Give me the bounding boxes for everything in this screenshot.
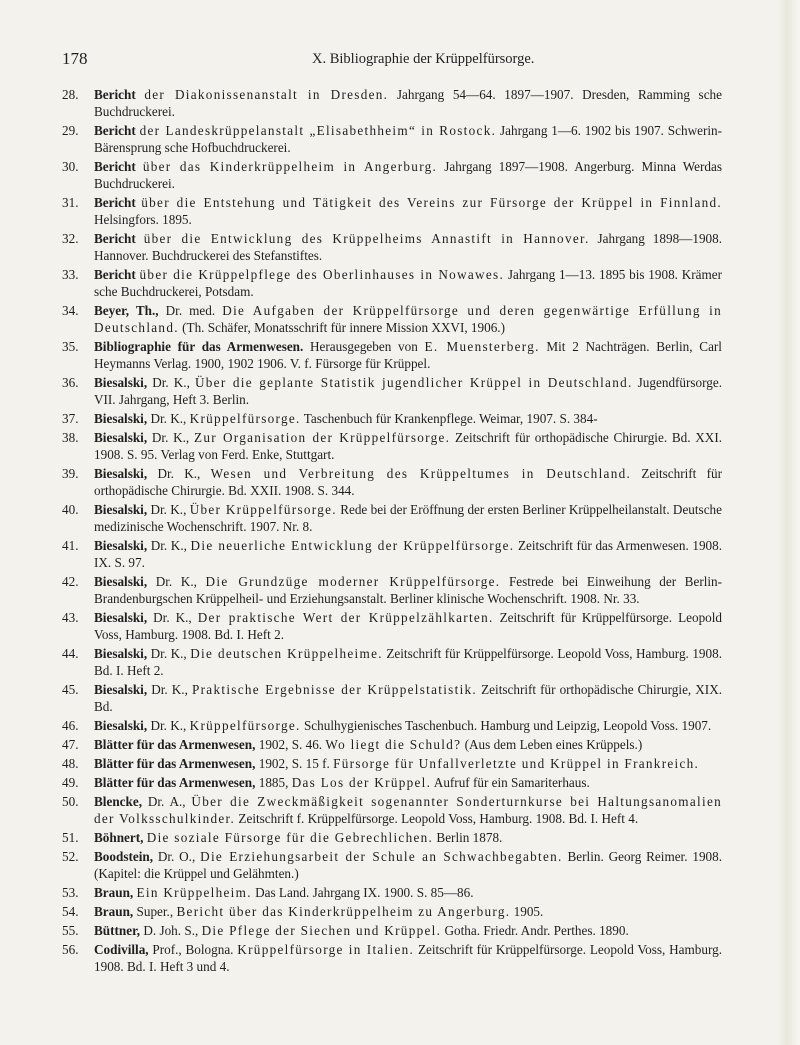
bibliography-entry [62, 194, 722, 228]
entry-author: Biesalski, [94, 574, 148, 589]
entry-number: 48. [62, 756, 79, 771]
bibliography-entry [62, 681, 722, 715]
entry-number: 43. [62, 610, 79, 625]
bibliography-entry [62, 465, 722, 499]
bibliography-entry [62, 941, 722, 975]
bibliography-entry [62, 122, 722, 156]
entry-author: Bericht [94, 123, 136, 138]
entry-author: Böhnert, [94, 830, 144, 845]
entry-title: der Diakonissenanstalt in Dresden. [144, 87, 389, 102]
bibliography-entry [62, 829, 722, 846]
entry-author: Biesalski, [94, 610, 148, 625]
bibliography-entry [62, 903, 722, 920]
entry-author: Biesalski, [94, 538, 148, 553]
bibliography-entry [62, 609, 722, 643]
entry-author: Biesalski, [94, 646, 148, 661]
entry-author-detail: 1885, [258, 775, 289, 790]
entry-title: Über die Zweckmäßigkeit sogenannter Sonderturnkurse bei Haltungsanomalien der Volksschulkinder. [94, 794, 722, 826]
entry-publication: Zeitschrift für orthopädische Chirurgie, XIX. Bd. [94, 682, 723, 714]
entry-title: über die Entwicklung des Krüppelheims Annastift in Hannover. [143, 231, 590, 246]
entry-publication: Zeitschrift für das Armenwesen. 1908. IX. S. 97. [94, 538, 723, 570]
entry-title: Praktische Ergebnisse der Krüppelstatistik. [191, 682, 478, 697]
entry-number: 47. [62, 737, 79, 752]
entry-author: Bibliographie für das Armenwesen. [94, 339, 304, 354]
entry-publication: Taschenbuch für Krankenpflege. Weimar, 1907. S. 384- [303, 411, 598, 426]
entry-author: Codivilla, [94, 942, 149, 957]
entry-title: Das Los der Krüppel. [291, 775, 432, 790]
entry-number: 37. [62, 411, 79, 426]
page-number: 178 [62, 49, 88, 68]
entry-title: Die Pflege der Siechen und Krüppel. [201, 923, 442, 938]
bibliography-entry [62, 922, 722, 939]
entry-author-detail: Dr. K., [150, 538, 187, 553]
bibliography-entry [62, 230, 722, 264]
entry-publication: Zeitschrift für Krüppelfürsorge. Leopold Voss, Hamburg. 1908. Bd. I. Heft 2. [94, 646, 723, 678]
entry-author: Blätter für das Armenwesen, [94, 737, 256, 752]
entry-publication: Jahrgang 1—6. 1902 bis 1907. Schwerin-Bärensprung sche Hofbuchdruckerei. [94, 123, 722, 155]
entry-number: 29. [62, 123, 79, 138]
entry-publication: Rede bei der Eröffnung der ersten Berliner Krüppelheilanstalt. Deutsche medizinische Wochenschrift. 1907. Nr. 8. [94, 502, 722, 534]
entry-author-detail: Prof., Bologna. [152, 942, 234, 957]
entry-title: Die soziale Fürsorge für die Gebrechlichen. [146, 830, 434, 845]
entry-title: Die neuerliche Entwicklung der Krüppelfürsorge. [190, 538, 515, 553]
entry-number: 38. [62, 430, 79, 445]
entry-publication: (Aus dem Leben eines Krüppels.) [464, 737, 643, 752]
entry-title: E. Muensterberg. [424, 339, 540, 354]
entry-publication: Zeitschrift f. Krüppelfürsorge. Leopold Voss, Hamburg. 1908. Bd. I. Heft 4. [238, 811, 639, 826]
entry-author-detail: Dr. K., [150, 646, 187, 661]
entry-author-detail: Super., [136, 904, 174, 919]
entry-publication: 1905. [513, 904, 544, 919]
entry-title: Krüppelfürsorge in Italien. [237, 942, 415, 957]
entry-author-detail: Dr. K., [155, 574, 197, 589]
entry-publication: Aufruf für ein Samariterhaus. [433, 775, 590, 790]
running-title: X. Bibliographie der Krüppelfürsorge. [312, 51, 535, 67]
bibliography-entry [62, 717, 722, 734]
entry-title: Krüppelfürsorge. [189, 718, 301, 733]
entry-author: Biesalski, [94, 375, 148, 390]
entry-author-detail: Dr. K., [150, 502, 187, 517]
entry-number: 45. [62, 682, 79, 697]
entry-author: Büttner, [94, 923, 141, 938]
entry-number: 52. [62, 849, 79, 864]
entry-publication: Zeitschrift für Krüppelfürsorge. Leopold Voss, Hamburg. 1908. Bd. I. Heft 3 und 4. [94, 942, 722, 974]
entry-title: Wo liegt die Schuld? [325, 737, 462, 752]
entry-author-detail: Dr. med. [165, 303, 216, 318]
bibliography-entry [62, 158, 722, 192]
entry-title: Über die geplante Statistik jugendlicher Krüppel in Deutschland. [194, 375, 633, 390]
entry-author-detail: Herausgegeben von [310, 339, 418, 354]
entry-title: Über Krüppelfürsorge. [189, 502, 337, 517]
entry-author: Biesalski, [94, 466, 148, 481]
entry-number: 32. [62, 231, 79, 246]
entry-publication: Jahrgang 1—13. 1895 bis 1908. Krämer sche Buchdruckerei, Potsdam. [94, 267, 723, 299]
entry-author: Biesalski, [94, 411, 148, 426]
entry-author-detail: Dr. O., [157, 849, 196, 864]
bibliography-entry [62, 86, 722, 120]
bibliography-entry [62, 374, 722, 408]
entry-title: Bericht über das Kinderkrüppelheim zu Angerburg. [176, 904, 511, 919]
entry-title: über die Krüppelpflege des Oberlinhauses in Nowawes. [139, 267, 505, 282]
entry-author: Bericht [94, 159, 136, 174]
entry-author: Braun, [94, 904, 134, 919]
entry-publication: Schulhygienisches Taschenbuch. Hamburg und Leipzig, Leopold Voss. 1907. [303, 718, 712, 733]
entry-number: 34. [62, 303, 79, 318]
entry-publication: Zeitschrift für Krüppelfürsorge. Leopold Voss, Hamburg. 1908. Bd. I. Heft 2. [94, 610, 723, 642]
entry-author-detail: Dr. K., [151, 682, 188, 697]
bibliography-entry [62, 429, 722, 463]
entry-number: 55. [62, 923, 79, 938]
entry-publication: Berlin. Georg Reimer. 1908. (Kapitel: die Krüppel und Gelähmten.) [94, 849, 723, 881]
entry-title: Die Erziehungsarbeit der Schule an Schwachbegabten. [200, 849, 563, 864]
entry-number: 44. [62, 646, 79, 661]
entry-author: Biesalski, [94, 502, 148, 517]
entry-author: Biesalski, [94, 682, 148, 697]
entry-title: der Landeskrüppelanstalt „Elisabethheim“ in Rostock. [139, 123, 497, 138]
entry-publication: Helsingfors. 1895. [94, 212, 192, 227]
entry-title: Die deutschen Krüppelheime. [190, 646, 383, 661]
entry-number: 42. [62, 574, 79, 589]
entry-author-detail: Dr. K., [150, 718, 187, 733]
bibliography-entry [62, 501, 722, 535]
entry-author: Bericht [94, 87, 136, 102]
entry-publication: Mit 2 Nachträgen. Berlin, Carl Heymanns Verlag. 1900, 1902 1906. V. f. Fürsorge für Krüppel. [94, 339, 722, 371]
page-header [62, 49, 712, 71]
entry-publication: Zeitschrift für orthopädische Chirurgie. Bd. XXI. 1908. S. 95. Verlag von Ferd. Enke, Stuttgart. [94, 430, 723, 462]
entry-publication: Jahrgang 1897—1908. Angerburg. Minna Werdas Buchdruckerei. [94, 159, 722, 191]
bibliography-entry [62, 774, 722, 791]
entry-author-detail: D. Joh. S., [143, 923, 199, 938]
entry-title: Fürsorge für Unfallverletzte und Krüppel in Frankreich. [333, 756, 700, 771]
entry-number: 33. [62, 267, 79, 282]
entry-title: Die Grundzüge moderner Krüppelfürsorge. [205, 574, 501, 589]
entry-publication: Berlin 1878. [436, 830, 503, 845]
entry-author: Biesalski, [94, 430, 148, 445]
entry-author: Biesalski, [94, 718, 148, 733]
entry-author: Blätter für das Armenwesen, [94, 756, 256, 771]
entry-publication: Das Land. Jahrgang IX. 1900. S. 85—86. [255, 885, 474, 900]
bibliography-entry [62, 338, 722, 372]
entry-author: Beyer, Th., [94, 303, 159, 318]
entry-number: 40. [62, 502, 79, 517]
entry-author: Braun, [94, 885, 134, 900]
entry-title: über das Kinderkrüppelheim in Angerburg. [142, 159, 438, 174]
entry-number: 46. [62, 718, 79, 733]
entry-author: Blätter für das Armenwesen, [94, 775, 256, 790]
entry-author-detail: Dr. K., [157, 466, 201, 481]
entry-author: Blencke, [94, 794, 142, 809]
entry-number: 28. [62, 87, 79, 102]
entry-number: 31. [62, 195, 79, 210]
bibliography-entry [62, 266, 722, 300]
bibliography-entry [62, 736, 722, 753]
bibliography-entry [62, 573, 722, 607]
entry-publication: Zeitschrift für orthopädische Chirurgie. Bd. XXII. 1908. S. 344. [94, 466, 723, 498]
entry-title: Ein Krüppelheim. [136, 885, 252, 900]
entry-author-detail: 1902, S. 15 f. [258, 756, 330, 771]
bibliography-list [62, 86, 722, 977]
entry-number: 54. [62, 904, 79, 919]
entry-number: 35. [62, 339, 79, 354]
bibliography-entry [62, 537, 722, 571]
entry-publication: Gotha. Friedr. Andr. Perthes. 1890. [444, 923, 629, 938]
entry-author-detail: 1902, S. 46. [258, 737, 323, 752]
entry-author: Boodstein, [94, 849, 153, 864]
entry-title: Die Aufgaben der Krüppelfürsorge und deren gegenwärtige Erfüllung in Deutschland. [94, 303, 723, 335]
entry-number: 53. [62, 885, 79, 900]
bibliography-entry [62, 755, 722, 772]
entry-title: Krüppelfürsorge. [189, 411, 301, 426]
entry-publication: Festrede bei Einweihung der Berlin-Brandenburgschen Krüppelheil- und Erziehungsanstalt. Berliner klinische Wochenschrift. 1908. Nr. 33. [94, 574, 723, 606]
bibliography-entry [62, 645, 722, 679]
entry-title: über die Entstehung und Tätigkeit des Vereins zur Fürsorge der Krüppel in Finnland. [141, 195, 722, 210]
bibliography-entry [62, 793, 722, 827]
entry-author-detail: Dr. A., [147, 794, 186, 809]
entry-number: 39. [62, 466, 79, 481]
entry-publication: Jahrgang 1898—1908. Hannover. Buchdruckerei des Stefanstiftes. [94, 231, 723, 263]
bibliography-entry [62, 302, 722, 336]
entry-author-detail: Dr. K., [152, 375, 190, 390]
entry-number: 49. [62, 775, 79, 790]
entry-author: Bericht [94, 267, 136, 282]
entry-number: 41. [62, 538, 79, 553]
entry-title: Zur Organisation der Krüppelfürsorge. [193, 430, 451, 445]
entry-author-detail: Dr. K., [150, 411, 187, 426]
entry-publication: Jahrgang 54—64. 1897—1907. Dresden, Ramming sche Buchdruckerei. [94, 87, 722, 119]
bibliography-entry [62, 848, 722, 882]
entry-number: 36. [62, 375, 79, 390]
entry-author: Bericht [94, 195, 136, 210]
entry-number: 56. [62, 942, 79, 957]
bibliography-entry [62, 884, 722, 901]
entry-number: 51. [62, 830, 79, 845]
entry-title: Wesen und Verbreitung des Krüppeltumes in Deutschland. [210, 466, 632, 481]
entry-author: Bericht [94, 231, 136, 246]
entry-publication: (Th. Schäfer, Monatsschrift für innere Mission XXVI, 1906.) [182, 320, 505, 335]
page-edge [778, 0, 800, 1045]
bibliography-entry [62, 410, 722, 427]
entry-number: 30. [62, 159, 79, 174]
entry-author-detail: Dr. K., [153, 610, 192, 625]
entry-author-detail: Dr. K., [151, 430, 190, 445]
entry-publication: Jugendfürsorge. VII. Jahrgang, Heft 3. Berlin. [94, 375, 723, 407]
entry-number: 50. [62, 794, 79, 809]
entry-title: Der praktische Wert der Krüppelzählkarten. [197, 610, 494, 625]
